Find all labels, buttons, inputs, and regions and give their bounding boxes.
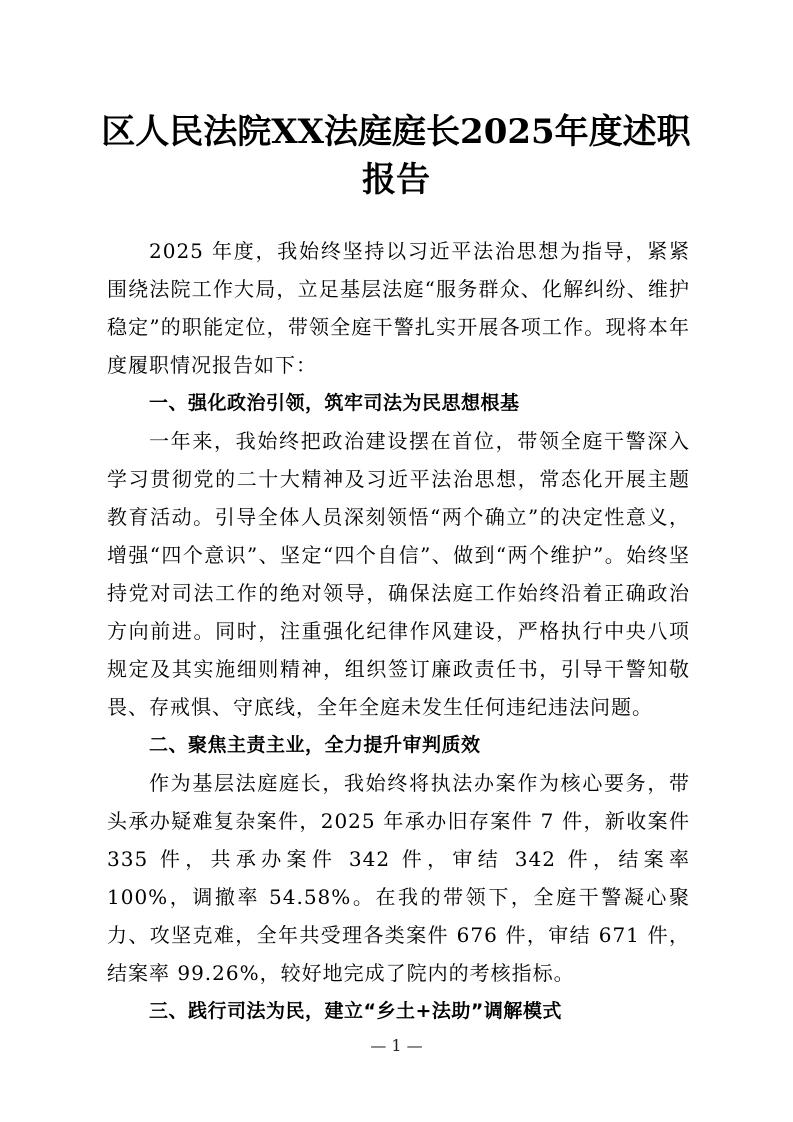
section-heading-2: 二、聚焦主责主业，全力提升审判质效	[149, 734, 481, 756]
page-number: — 1 —	[370, 1036, 423, 1055]
document-body	[107, 232, 690, 1030]
section-body-1: 一年来，我始终把政治建设摆在首位，带领全庭干警深入学习贯彻党的二十大精神及习近平法治思想，常态化开展主题教育活动。引导全体人员深刻领悟“两个确立”的决定性意义，增强“四个意识”、坚定“四个自信”、做到“两个维护”。始终坚持党对司法工作的绝对领导，确保法庭工作始终沿着正确政治方向前进。同时，注重强化纪律作风建设，严格执行中央八项规定及其实施细则精神，组织签订廉政责任书，引导干警知敬畏、存戒惧、守底线，全年全庭未发生任何违纪违法问题。	[107, 429, 690, 719]
document-title: 区人民法院XX法庭庭长2025年度述职报告	[101, 112, 691, 200]
intro-paragraph: 2025 年度，我始终坚持以习近平法治思想为指导，紧紧围绕法院工作大局，立足基层法庭“服务群众、化解纠纷、维护稳定”的职能定位，带领全庭干警扎实开展各项工作。现将本年度履职情况报告如下：	[107, 239, 690, 377]
section-heading-1: 一、强化政治引领，筑牢司法为民思想根基	[149, 392, 520, 414]
section-heading-3: 三、践行司法为民，建立“乡土+法助”调解模式	[149, 1000, 562, 1022]
section-body-2: 作为基层法庭庭长，我始终将执法办案作为核心要务，带头承办疑难复杂案件，2025 年承办旧存案件 7 件，新收案件 335 件，共承办案件 342 件，审结 342 件，结案率 100%，调撤率 54.58%。在我的带领下，全庭干警凝心聚力、攻坚克难，全年共受理各类案件 676 件，审结 671 件，结案率 99.26%，较好地完成了院内的考核指标。	[107, 771, 690, 985]
